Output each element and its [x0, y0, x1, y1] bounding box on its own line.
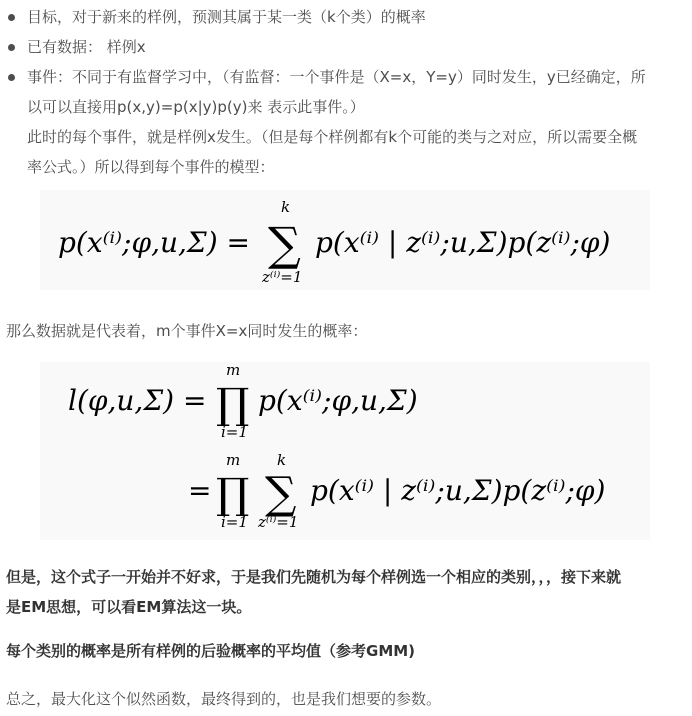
bullet-list [0, 2, 692, 182]
sum-symbol: ∑ [268, 217, 301, 271]
formula2-prod-top: m [226, 451, 241, 469]
conclusion-text: 总之，最大化这个似然函数，最终得到的，也是我们想要的参数。 [6, 690, 442, 708]
formula2-line2-rhs: p(x⁽ⁱ⁾ | z⁽ⁱ⁾;u,Σ)p(z⁽ⁱ⁾;φ) [310, 474, 606, 507]
sum-symbol: ∑ [265, 468, 297, 519]
formula2-line2-eq: = [188, 474, 212, 507]
formula-likelihood [40, 362, 650, 540]
bullet-text: 已有数据： 样例x [27, 38, 146, 56]
bullet-dot-icon [8, 44, 15, 51]
formula1-sum-bottom: z⁽ⁱ⁾=1 [262, 268, 303, 286]
formula1-rhs: p(x⁽ⁱ⁾ | z⁽ⁱ⁾;u,Σ)p(z⁽ⁱ⁾;φ) [315, 226, 611, 259]
bullet-line: 此时的每个事件，就是样例x发生。（但是每个样例都有k个可能的类与之对应，所以需要全概 [27, 128, 638, 146]
likelihood-intro: 那么数据就是代表着，m个事件X=x同时发生的概率： [6, 322, 368, 340]
formula2-sum-bottom: z⁽ⁱ⁾=1 [258, 513, 299, 531]
bold-line: 但是，这个式子一开始并不好求，于是我们先随机为每个样例选一个相应的类别，，，接下来就 [6, 568, 622, 586]
formula2-lhs: l(φ,u,Σ) = [68, 384, 207, 417]
product-symbol: ∏ [216, 379, 250, 428]
list-item [0, 32, 692, 62]
bold-line: 是EM思想，可以看EM算法这一块。 [6, 598, 252, 616]
bullet-line: 事件：不同于有监督学习中，（有监督：一个事件是（X=x，Y=y）同时发生，y已经确定，所 [27, 68, 646, 86]
formula1-sum-top: k [281, 198, 291, 216]
bold-paragraph-em [6, 562, 686, 622]
bullet-line: 以可以直接用p(x,y)=p(x|y)p(y)来 表示此事件。） [27, 98, 365, 116]
list-item [0, 2, 692, 32]
product-symbol: ∏ [216, 469, 250, 518]
formula2-prod-bottom: i=1 [221, 423, 248, 441]
formula2-prod-bottom: i=1 [221, 513, 248, 531]
formula-mixture-model [40, 190, 650, 290]
bullet-dot-icon [8, 74, 15, 81]
bullet-dot-icon [8, 14, 15, 21]
formula2-prod-top: m [226, 362, 241, 379]
bullet-text: 目标，对于新来的样例，预测其属于某一类（k个类）的概率 [27, 8, 426, 26]
formula1-lhs: p(x⁽ⁱ⁾;φ,u,Σ) = [58, 226, 250, 259]
formula2-line1-rhs: p(x⁽ⁱ⁾;φ,u,Σ) [258, 384, 418, 417]
list-item [0, 62, 692, 182]
bullet-line: 率公式。）所以得到每个事件的模型： [27, 158, 275, 176]
formula2-sum-top: k [277, 451, 287, 469]
bold-paragraph-gmm: 每个类别的概率是所有样例的后验概率的平均值（参考GMM) [6, 642, 416, 660]
